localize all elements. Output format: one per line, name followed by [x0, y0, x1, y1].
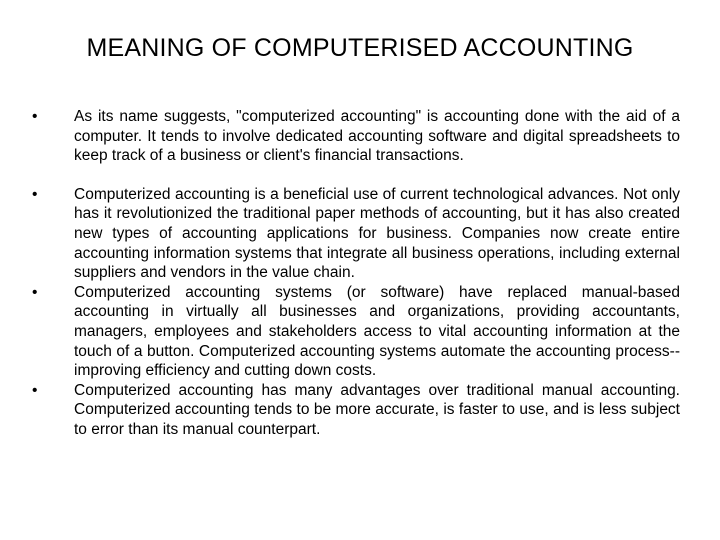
bullet-list: [30, 107, 680, 440]
bullet-item: [30, 107, 680, 166]
bullet-item: [30, 381, 680, 440]
bullet-dot-icon: •: [32, 283, 38, 301]
bullet-dot-icon: •: [32, 185, 38, 203]
bullet-dot-icon: •: [32, 381, 38, 399]
bullet-text: Computerized accounting systems (or software) have replaced manual-based accounting in virtually all businesses and organizations, providing accountants, managers, employees and stakeholders access to vital accounting information at the touch of a button. Computerized accounting systems automate the accounting process--improving efficiency and cutting down costs.: [74, 283, 680, 380]
bullet-dot-icon: •: [32, 108, 38, 125]
bullet-text: As its name suggests, "computerized accounting" is accounting done with the aid of a computer. It tends to involve dedicated accounting software and digital spreadsheets to keep track of a business or client's financial transactions.: [74, 108, 680, 165]
bullet-text: Computerized accounting has many advantages over traditional manual accounting. Computerized accounting tends to be more accurate, is faster to use, and is less subject to error than its manual counterpart.: [74, 381, 680, 438]
slide-title: MEANING OF COMPUTERISED ACCOUNTING: [86, 34, 634, 62]
bullet-text: Computerized accounting is a beneficial use of current technological advances. Not only has it revolutionized the traditional paper methods of accounting, but it has also created new types of accounting applications for business. Companies now create entire accounting information systems that integrate all business operations, including external suppliers and vendors in the value chain.: [74, 185, 680, 282]
bullet-item: [30, 283, 680, 381]
bullet-item: [30, 185, 680, 283]
